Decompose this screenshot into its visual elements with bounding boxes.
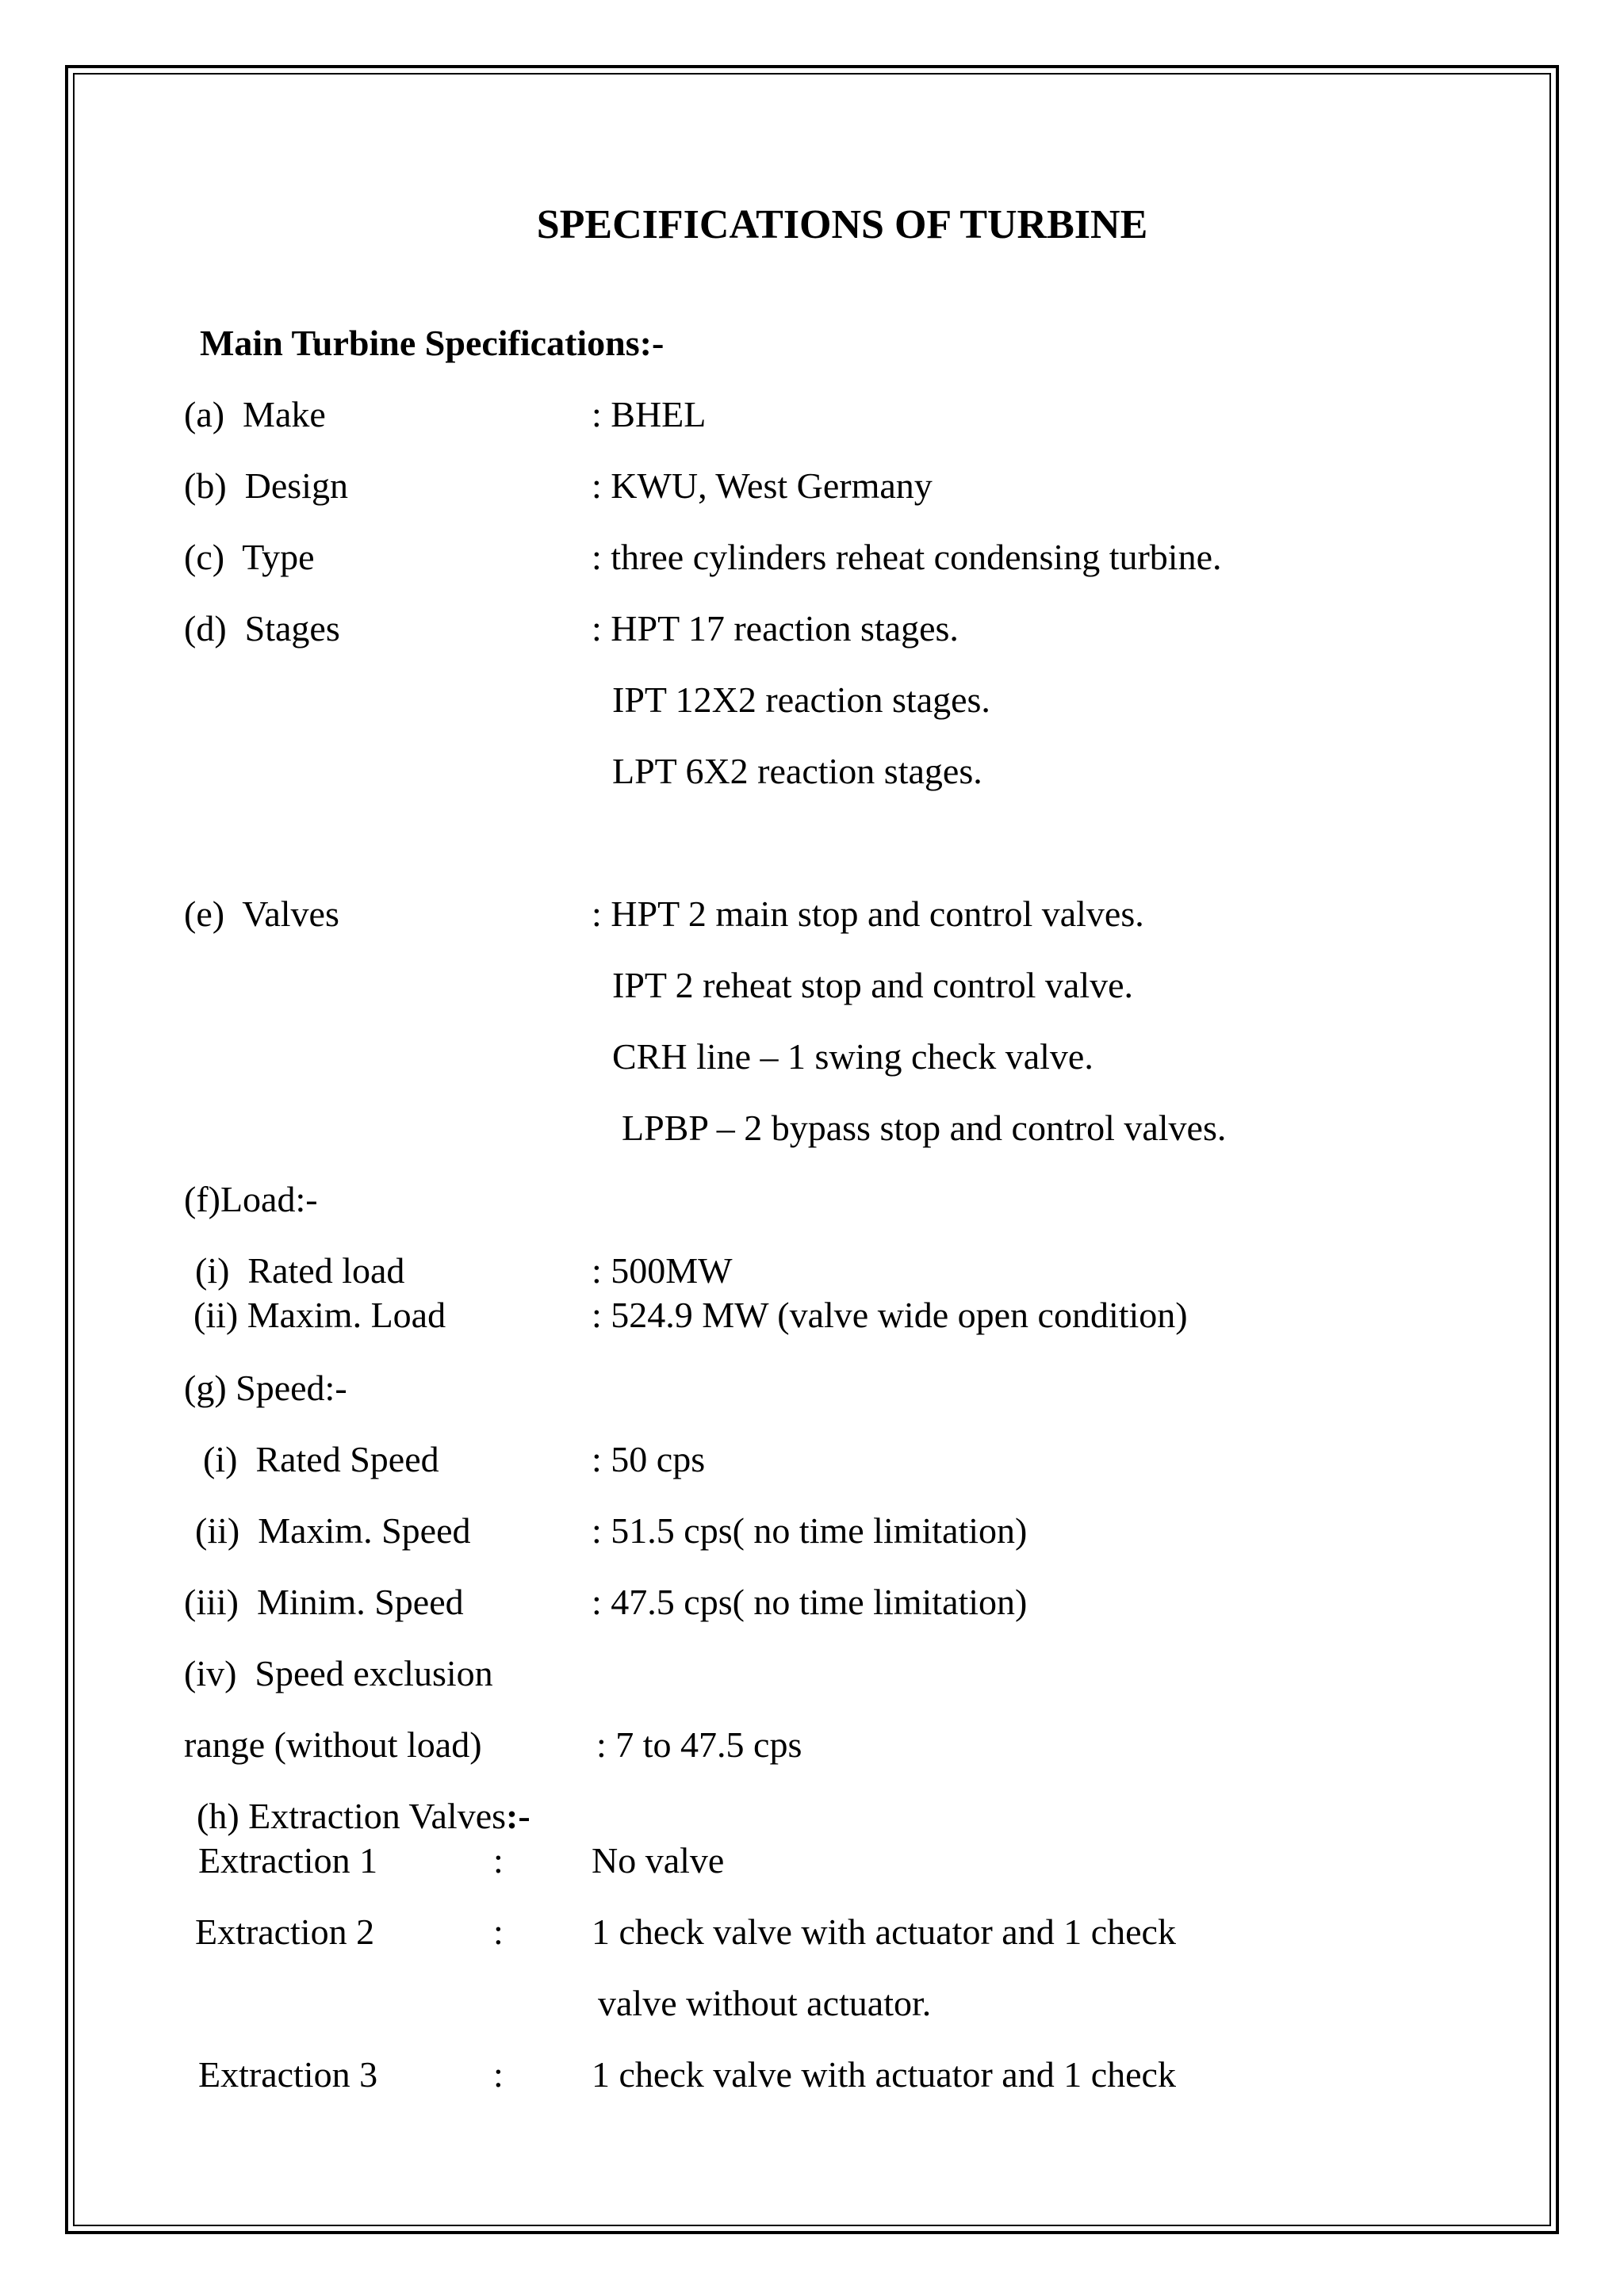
extraction-2-label: Extraction 2	[195, 1911, 375, 1952]
extraction-2-value: 1 check valve with actuator and 1 check	[592, 1911, 1176, 1952]
valves-value: : HPT 2 main stop and control valves.	[592, 894, 1144, 934]
extraction-3-label: Extraction 3	[198, 2054, 378, 2095]
max-load-label: (ii) Maxim. Load	[193, 1295, 446, 1335]
page-title: SPECIFICATIONS OF TURBINE	[536, 202, 1148, 247]
valves-value-ipt: IPT 2 reheat stop and control valve.	[612, 965, 1134, 1005]
extraction-2-colon: :	[493, 1911, 504, 1952]
rated-load-value: : 500MW	[592, 1250, 733, 1291]
speed-exclusion-value: : 7 to 47.5 cps	[596, 1724, 802, 1765]
extraction-1-colon: :	[493, 1840, 504, 1881]
stages-value-ipt: IPT 12X2 reaction stages.	[612, 679, 990, 720]
rated-speed-value: : 50 cps	[592, 1439, 706, 1479]
extraction-heading-text: (h) Extraction Valves	[197, 1796, 507, 1836]
max-speed-label: (ii) Maxim. Speed	[195, 1510, 471, 1551]
load-heading: (f)Load:-	[184, 1179, 318, 1219]
make-label: (a) Make	[184, 394, 326, 434]
design-value: : KWU, West Germany	[592, 465, 933, 506]
extraction-heading	[197, 1798, 530, 1835]
max-load-value: : 524.9 MW (valve wide open condition)	[592, 1295, 1188, 1335]
valves-label: (e) Valves	[184, 894, 339, 934]
max-speed-value: : 51.5 cps( no time limitation)	[592, 1510, 1028, 1551]
extraction-3-value: 1 check valve with actuator and 1 check	[592, 2054, 1176, 2095]
rated-load-label: (i) Rated load	[195, 1250, 405, 1291]
type-label: (c) Type	[184, 537, 315, 577]
stages-label: (d) Stages	[184, 608, 340, 649]
section-heading: Main Turbine Specifications:-	[200, 323, 665, 363]
valves-value-lpbp: LPBP – 2 bypass stop and control valves.	[622, 1108, 1227, 1148]
extraction-1-label: Extraction 1	[198, 1840, 378, 1881]
stages-value-lpt: LPT 6X2 reaction stages.	[612, 751, 982, 791]
rated-speed-label: (i) Rated Speed	[203, 1439, 439, 1479]
speed-exclusion-label-cont: range (without load)	[184, 1724, 482, 1765]
extraction-2-value-cont: valve without actuator.	[598, 1983, 932, 2023]
min-speed-label: (iii) Minim. Speed	[184, 1582, 464, 1622]
extraction-1-value: No valve	[592, 1840, 725, 1881]
make-value: : BHEL	[592, 394, 707, 434]
min-speed-value: : 47.5 cps( no time limitation)	[592, 1582, 1028, 1622]
extraction-3-colon: :	[493, 2054, 504, 2095]
extraction-heading-suffix: :-	[506, 1796, 530, 1836]
design-label: (b) Design	[184, 465, 348, 506]
valves-value-crh: CRH line – 1 swing check valve.	[612, 1036, 1094, 1077]
stages-value: : HPT 17 reaction stages.	[592, 608, 959, 649]
speed-heading: (g) Speed:-	[184, 1368, 347, 1408]
type-value: : three cylinders reheat condensing turbine.	[592, 537, 1222, 577]
speed-exclusion-label: (iv) Speed exclusion	[184, 1653, 493, 1693]
